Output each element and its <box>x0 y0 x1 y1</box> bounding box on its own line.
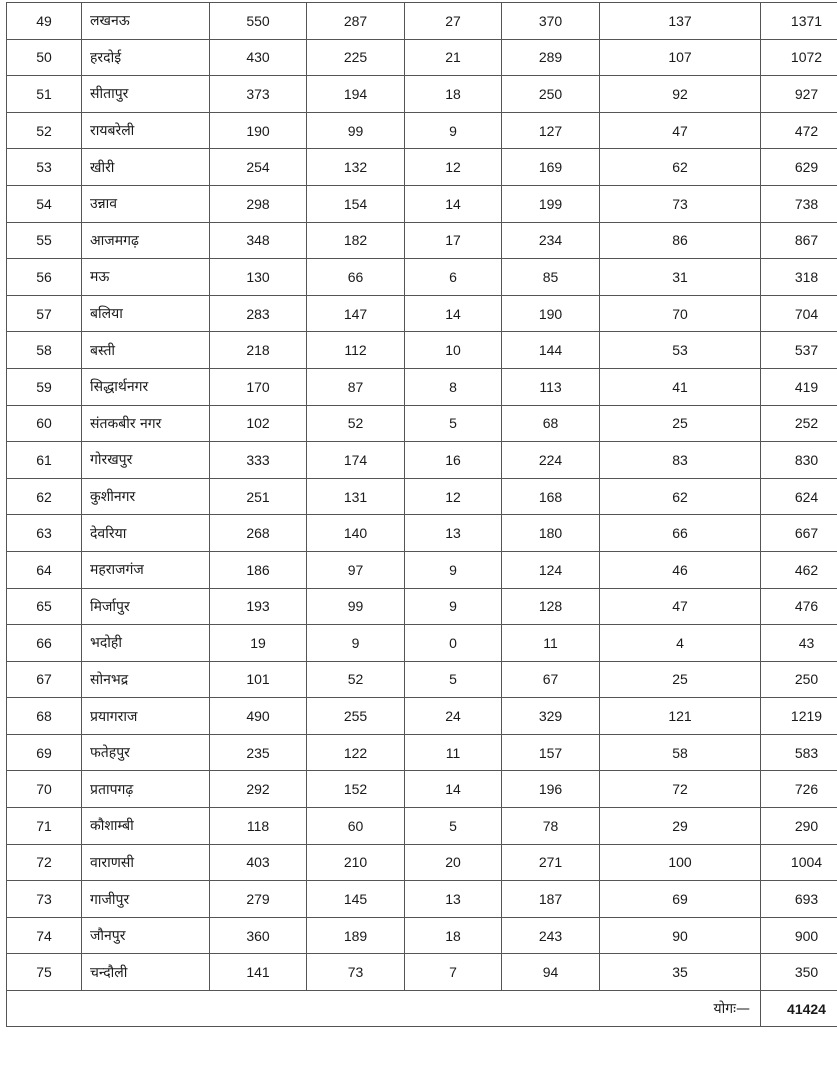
value-cell-2: 174 <box>307 442 405 479</box>
district-name-cell: सिद्धार्थनगर <box>82 368 210 405</box>
value-cell-1: 550 <box>210 3 307 40</box>
table-row <box>7 698 837 735</box>
table-row <box>7 405 837 442</box>
district-name-cell: बलिया <box>82 295 210 332</box>
value-cell-3: 5 <box>405 661 502 698</box>
table-row <box>7 588 837 625</box>
value-cell-2: 255 <box>307 698 405 735</box>
value-cell-5: 58 <box>600 734 761 771</box>
table-row <box>7 442 837 479</box>
value-cell-3: 20 <box>405 844 502 881</box>
district-name-cell: कुशीनगर <box>82 478 210 515</box>
district-name-cell: बस्ती <box>82 332 210 369</box>
value-cell-2: 52 <box>307 661 405 698</box>
table-row <box>7 185 837 222</box>
value-cell-2: 154 <box>307 185 405 222</box>
table-row <box>7 39 837 76</box>
table-row <box>7 478 837 515</box>
value-cell-5: 25 <box>600 405 761 442</box>
district-name-cell: वाराणसी <box>82 844 210 881</box>
table-row <box>7 881 837 918</box>
total-row <box>7 991 837 1027</box>
value-cell-2: 210 <box>307 844 405 881</box>
value-cell-4: 157 <box>502 734 600 771</box>
value-cell-1: 283 <box>210 295 307 332</box>
table-row <box>7 295 837 332</box>
value-cell-2: 152 <box>307 771 405 808</box>
row-total-cell: 250 <box>761 661 837 698</box>
district-name-cell: प्रतापगढ़ <box>82 771 210 808</box>
value-cell-1: 254 <box>210 149 307 186</box>
value-cell-3: 12 <box>405 478 502 515</box>
value-cell-5: 35 <box>600 954 761 991</box>
value-cell-4: 271 <box>502 844 600 881</box>
serial-number-cell: 71 <box>7 808 82 845</box>
value-cell-1: 102 <box>210 405 307 442</box>
value-cell-3: 21 <box>405 39 502 76</box>
value-cell-1: 19 <box>210 625 307 662</box>
value-cell-5: 31 <box>600 259 761 296</box>
value-cell-3: 16 <box>405 442 502 479</box>
value-cell-2: 99 <box>307 112 405 149</box>
row-total-cell: 476 <box>761 588 837 625</box>
value-cell-1: 268 <box>210 515 307 552</box>
value-cell-5: 83 <box>600 442 761 479</box>
table-row <box>7 112 837 149</box>
table-row <box>7 734 837 771</box>
value-cell-2: 52 <box>307 405 405 442</box>
value-cell-1: 193 <box>210 588 307 625</box>
district-name-cell: उन्नाव <box>82 185 210 222</box>
value-cell-3: 12 <box>405 149 502 186</box>
serial-number-cell: 49 <box>7 3 82 40</box>
value-cell-2: 9 <box>307 625 405 662</box>
value-cell-2: 140 <box>307 515 405 552</box>
serial-number-cell: 54 <box>7 185 82 222</box>
value-cell-5: 25 <box>600 661 761 698</box>
value-cell-3: 11 <box>405 734 502 771</box>
serial-number-cell: 57 <box>7 295 82 332</box>
row-total-cell: 290 <box>761 808 837 845</box>
value-cell-5: 100 <box>600 844 761 881</box>
value-cell-2: 189 <box>307 917 405 954</box>
grand-total: 41424 <box>761 991 837 1027</box>
value-cell-1: 279 <box>210 881 307 918</box>
value-cell-1: 403 <box>210 844 307 881</box>
value-cell-4: 243 <box>502 917 600 954</box>
serial-number-cell: 75 <box>7 954 82 991</box>
value-cell-5: 47 <box>600 112 761 149</box>
district-name-cell: मऊ <box>82 259 210 296</box>
value-cell-3: 9 <box>405 588 502 625</box>
value-cell-1: 186 <box>210 551 307 588</box>
serial-number-cell: 70 <box>7 771 82 808</box>
value-cell-4: 196 <box>502 771 600 808</box>
table-row <box>7 3 837 40</box>
value-cell-5: 66 <box>600 515 761 552</box>
value-cell-1: 235 <box>210 734 307 771</box>
value-cell-1: 360 <box>210 917 307 954</box>
row-total-cell: 1004 <box>761 844 837 881</box>
district-name-cell: कौशाम्बी <box>82 808 210 845</box>
value-cell-1: 298 <box>210 185 307 222</box>
value-cell-5: 62 <box>600 478 761 515</box>
row-total-cell: 462 <box>761 551 837 588</box>
value-cell-4: 113 <box>502 368 600 405</box>
serial-number-cell: 59 <box>7 368 82 405</box>
value-cell-4: 94 <box>502 954 600 991</box>
table-row <box>7 917 837 954</box>
serial-number-cell: 53 <box>7 149 82 186</box>
value-cell-2: 287 <box>307 3 405 40</box>
value-cell-2: 122 <box>307 734 405 771</box>
value-cell-5: 62 <box>600 149 761 186</box>
row-total-cell: 537 <box>761 332 837 369</box>
serial-number-cell: 72 <box>7 844 82 881</box>
value-cell-2: 182 <box>307 222 405 259</box>
value-cell-2: 60 <box>307 808 405 845</box>
table-row <box>7 515 837 552</box>
value-cell-3: 6 <box>405 259 502 296</box>
value-cell-1: 101 <box>210 661 307 698</box>
value-cell-5: 4 <box>600 625 761 662</box>
serial-number-cell: 62 <box>7 478 82 515</box>
value-cell-1: 141 <box>210 954 307 991</box>
serial-number-cell: 50 <box>7 39 82 76</box>
table-row <box>7 332 837 369</box>
district-name-cell: महराजगंज <box>82 551 210 588</box>
value-cell-2: 145 <box>307 881 405 918</box>
value-cell-4: 78 <box>502 808 600 845</box>
value-cell-5: 72 <box>600 771 761 808</box>
serial-number-cell: 52 <box>7 112 82 149</box>
value-cell-4: 190 <box>502 295 600 332</box>
district-name-cell: खीरी <box>82 149 210 186</box>
value-cell-2: 194 <box>307 76 405 113</box>
row-total-cell: 927 <box>761 76 837 113</box>
value-cell-3: 24 <box>405 698 502 735</box>
value-cell-2: 112 <box>307 332 405 369</box>
serial-number-cell: 69 <box>7 734 82 771</box>
value-cell-5: 86 <box>600 222 761 259</box>
row-total-cell: 900 <box>761 917 837 954</box>
value-cell-5: 69 <box>600 881 761 918</box>
value-cell-2: 147 <box>307 295 405 332</box>
row-total-cell: 667 <box>761 515 837 552</box>
serial-number-cell: 55 <box>7 222 82 259</box>
serial-number-cell: 67 <box>7 661 82 698</box>
value-cell-3: 5 <box>405 808 502 845</box>
value-cell-5: 73 <box>600 185 761 222</box>
value-cell-5: 92 <box>600 76 761 113</box>
table-row <box>7 368 837 405</box>
serial-number-cell: 60 <box>7 405 82 442</box>
value-cell-4: 250 <box>502 76 600 113</box>
row-total-cell: 472 <box>761 112 837 149</box>
row-total-cell: 693 <box>761 881 837 918</box>
table-row <box>7 844 837 881</box>
value-cell-1: 490 <box>210 698 307 735</box>
value-cell-3: 13 <box>405 881 502 918</box>
district-name-cell: फतेहपुर <box>82 734 210 771</box>
row-total-cell: 867 <box>761 222 837 259</box>
value-cell-4: 67 <box>502 661 600 698</box>
district-name-cell: भदोही <box>82 625 210 662</box>
value-cell-1: 430 <box>210 39 307 76</box>
value-cell-1: 373 <box>210 76 307 113</box>
table-row <box>7 551 837 588</box>
value-cell-3: 0 <box>405 625 502 662</box>
value-cell-3: 14 <box>405 771 502 808</box>
row-total-cell: 726 <box>761 771 837 808</box>
row-total-cell: 583 <box>761 734 837 771</box>
row-total-cell: 318 <box>761 259 837 296</box>
row-total-cell: 350 <box>761 954 837 991</box>
value-cell-4: 124 <box>502 551 600 588</box>
value-cell-3: 18 <box>405 76 502 113</box>
value-cell-3: 18 <box>405 917 502 954</box>
value-cell-4: 127 <box>502 112 600 149</box>
district-table <box>6 2 837 1027</box>
district-name-cell: हरदोई <box>82 39 210 76</box>
value-cell-4: 11 <box>502 625 600 662</box>
value-cell-2: 99 <box>307 588 405 625</box>
value-cell-1: 130 <box>210 259 307 296</box>
value-cell-4: 234 <box>502 222 600 259</box>
value-cell-5: 46 <box>600 551 761 588</box>
table-row <box>7 149 837 186</box>
value-cell-2: 132 <box>307 149 405 186</box>
value-cell-5: 41 <box>600 368 761 405</box>
row-total-cell: 252 <box>761 405 837 442</box>
row-total-cell: 43 <box>761 625 837 662</box>
row-total-cell: 1219 <box>761 698 837 735</box>
value-cell-1: 218 <box>210 332 307 369</box>
table-row <box>7 222 837 259</box>
value-cell-3: 10 <box>405 332 502 369</box>
district-name-cell: गाजीपुर <box>82 881 210 918</box>
value-cell-3: 14 <box>405 185 502 222</box>
value-cell-4: 144 <box>502 332 600 369</box>
serial-number-cell: 61 <box>7 442 82 479</box>
table-row <box>7 76 837 113</box>
value-cell-3: 14 <box>405 295 502 332</box>
total-label: योगः— <box>713 1001 750 1018</box>
value-cell-5: 53 <box>600 332 761 369</box>
value-cell-1: 333 <box>210 442 307 479</box>
value-cell-4: 199 <box>502 185 600 222</box>
value-cell-5: 70 <box>600 295 761 332</box>
district-name-cell: आजमगढ़ <box>82 222 210 259</box>
value-cell-2: 66 <box>307 259 405 296</box>
value-cell-1: 251 <box>210 478 307 515</box>
value-cell-5: 137 <box>600 3 761 40</box>
district-name-cell: सोनभद्र <box>82 661 210 698</box>
table-row <box>7 954 837 991</box>
district-name-cell: चन्दौली <box>82 954 210 991</box>
row-total-cell: 1371 <box>761 3 837 40</box>
district-name-cell: देवरिया <box>82 515 210 552</box>
value-cell-5: 29 <box>600 808 761 845</box>
row-total-cell: 1072 <box>761 39 837 76</box>
serial-number-cell: 56 <box>7 259 82 296</box>
value-cell-4: 329 <box>502 698 600 735</box>
value-cell-1: 348 <box>210 222 307 259</box>
value-cell-4: 68 <box>502 405 600 442</box>
value-cell-5: 107 <box>600 39 761 76</box>
district-name-cell: लखनऊ <box>82 3 210 40</box>
row-total-cell: 738 <box>761 185 837 222</box>
row-total-cell: 624 <box>761 478 837 515</box>
table-row <box>7 625 837 662</box>
value-cell-4: 85 <box>502 259 600 296</box>
value-cell-4: 187 <box>502 881 600 918</box>
serial-number-cell: 51 <box>7 76 82 113</box>
serial-number-cell: 65 <box>7 588 82 625</box>
value-cell-1: 118 <box>210 808 307 845</box>
district-name-cell: मिर्जापुर <box>82 588 210 625</box>
value-cell-4: 128 <box>502 588 600 625</box>
value-cell-3: 17 <box>405 222 502 259</box>
district-name-cell: जौनपुर <box>82 917 210 954</box>
table-body <box>7 3 837 1027</box>
value-cell-4: 169 <box>502 149 600 186</box>
table-row <box>7 808 837 845</box>
value-cell-1: 190 <box>210 112 307 149</box>
value-cell-4: 289 <box>502 39 600 76</box>
value-cell-2: 87 <box>307 368 405 405</box>
district-name-cell: गोरखपुर <box>82 442 210 479</box>
row-total-cell: 704 <box>761 295 837 332</box>
table-row <box>7 771 837 808</box>
serial-number-cell: 68 <box>7 698 82 735</box>
value-cell-5: 47 <box>600 588 761 625</box>
value-cell-3: 9 <box>405 551 502 588</box>
district-name-cell: प्रयागराज <box>82 698 210 735</box>
serial-number-cell: 64 <box>7 551 82 588</box>
value-cell-2: 97 <box>307 551 405 588</box>
row-total-cell: 419 <box>761 368 837 405</box>
district-name-cell: संतकबीर नगर <box>82 405 210 442</box>
district-name-cell: सीतापुर <box>82 76 210 113</box>
value-cell-2: 225 <box>307 39 405 76</box>
district-name-cell: रायबरेली <box>82 112 210 149</box>
serial-number-cell: 58 <box>7 332 82 369</box>
serial-number-cell: 63 <box>7 515 82 552</box>
row-total-cell: 629 <box>761 149 837 186</box>
value-cell-3: 7 <box>405 954 502 991</box>
value-cell-3: 9 <box>405 112 502 149</box>
value-cell-3: 5 <box>405 405 502 442</box>
value-cell-1: 170 <box>210 368 307 405</box>
value-cell-4: 224 <box>502 442 600 479</box>
value-cell-3: 8 <box>405 368 502 405</box>
value-cell-4: 168 <box>502 478 600 515</box>
row-total-cell: 830 <box>761 442 837 479</box>
table-row <box>7 661 837 698</box>
value-cell-3: 27 <box>405 3 502 40</box>
value-cell-2: 131 <box>307 478 405 515</box>
value-cell-5: 121 <box>600 698 761 735</box>
total-label-cell <box>7 991 761 1027</box>
value-cell-3: 13 <box>405 515 502 552</box>
serial-number-cell: 73 <box>7 881 82 918</box>
value-cell-4: 180 <box>502 515 600 552</box>
value-cell-5: 90 <box>600 917 761 954</box>
value-cell-2: 73 <box>307 954 405 991</box>
serial-number-cell: 66 <box>7 625 82 662</box>
value-cell-4: 370 <box>502 3 600 40</box>
value-cell-1: 292 <box>210 771 307 808</box>
serial-number-cell: 74 <box>7 917 82 954</box>
table-row <box>7 259 837 296</box>
